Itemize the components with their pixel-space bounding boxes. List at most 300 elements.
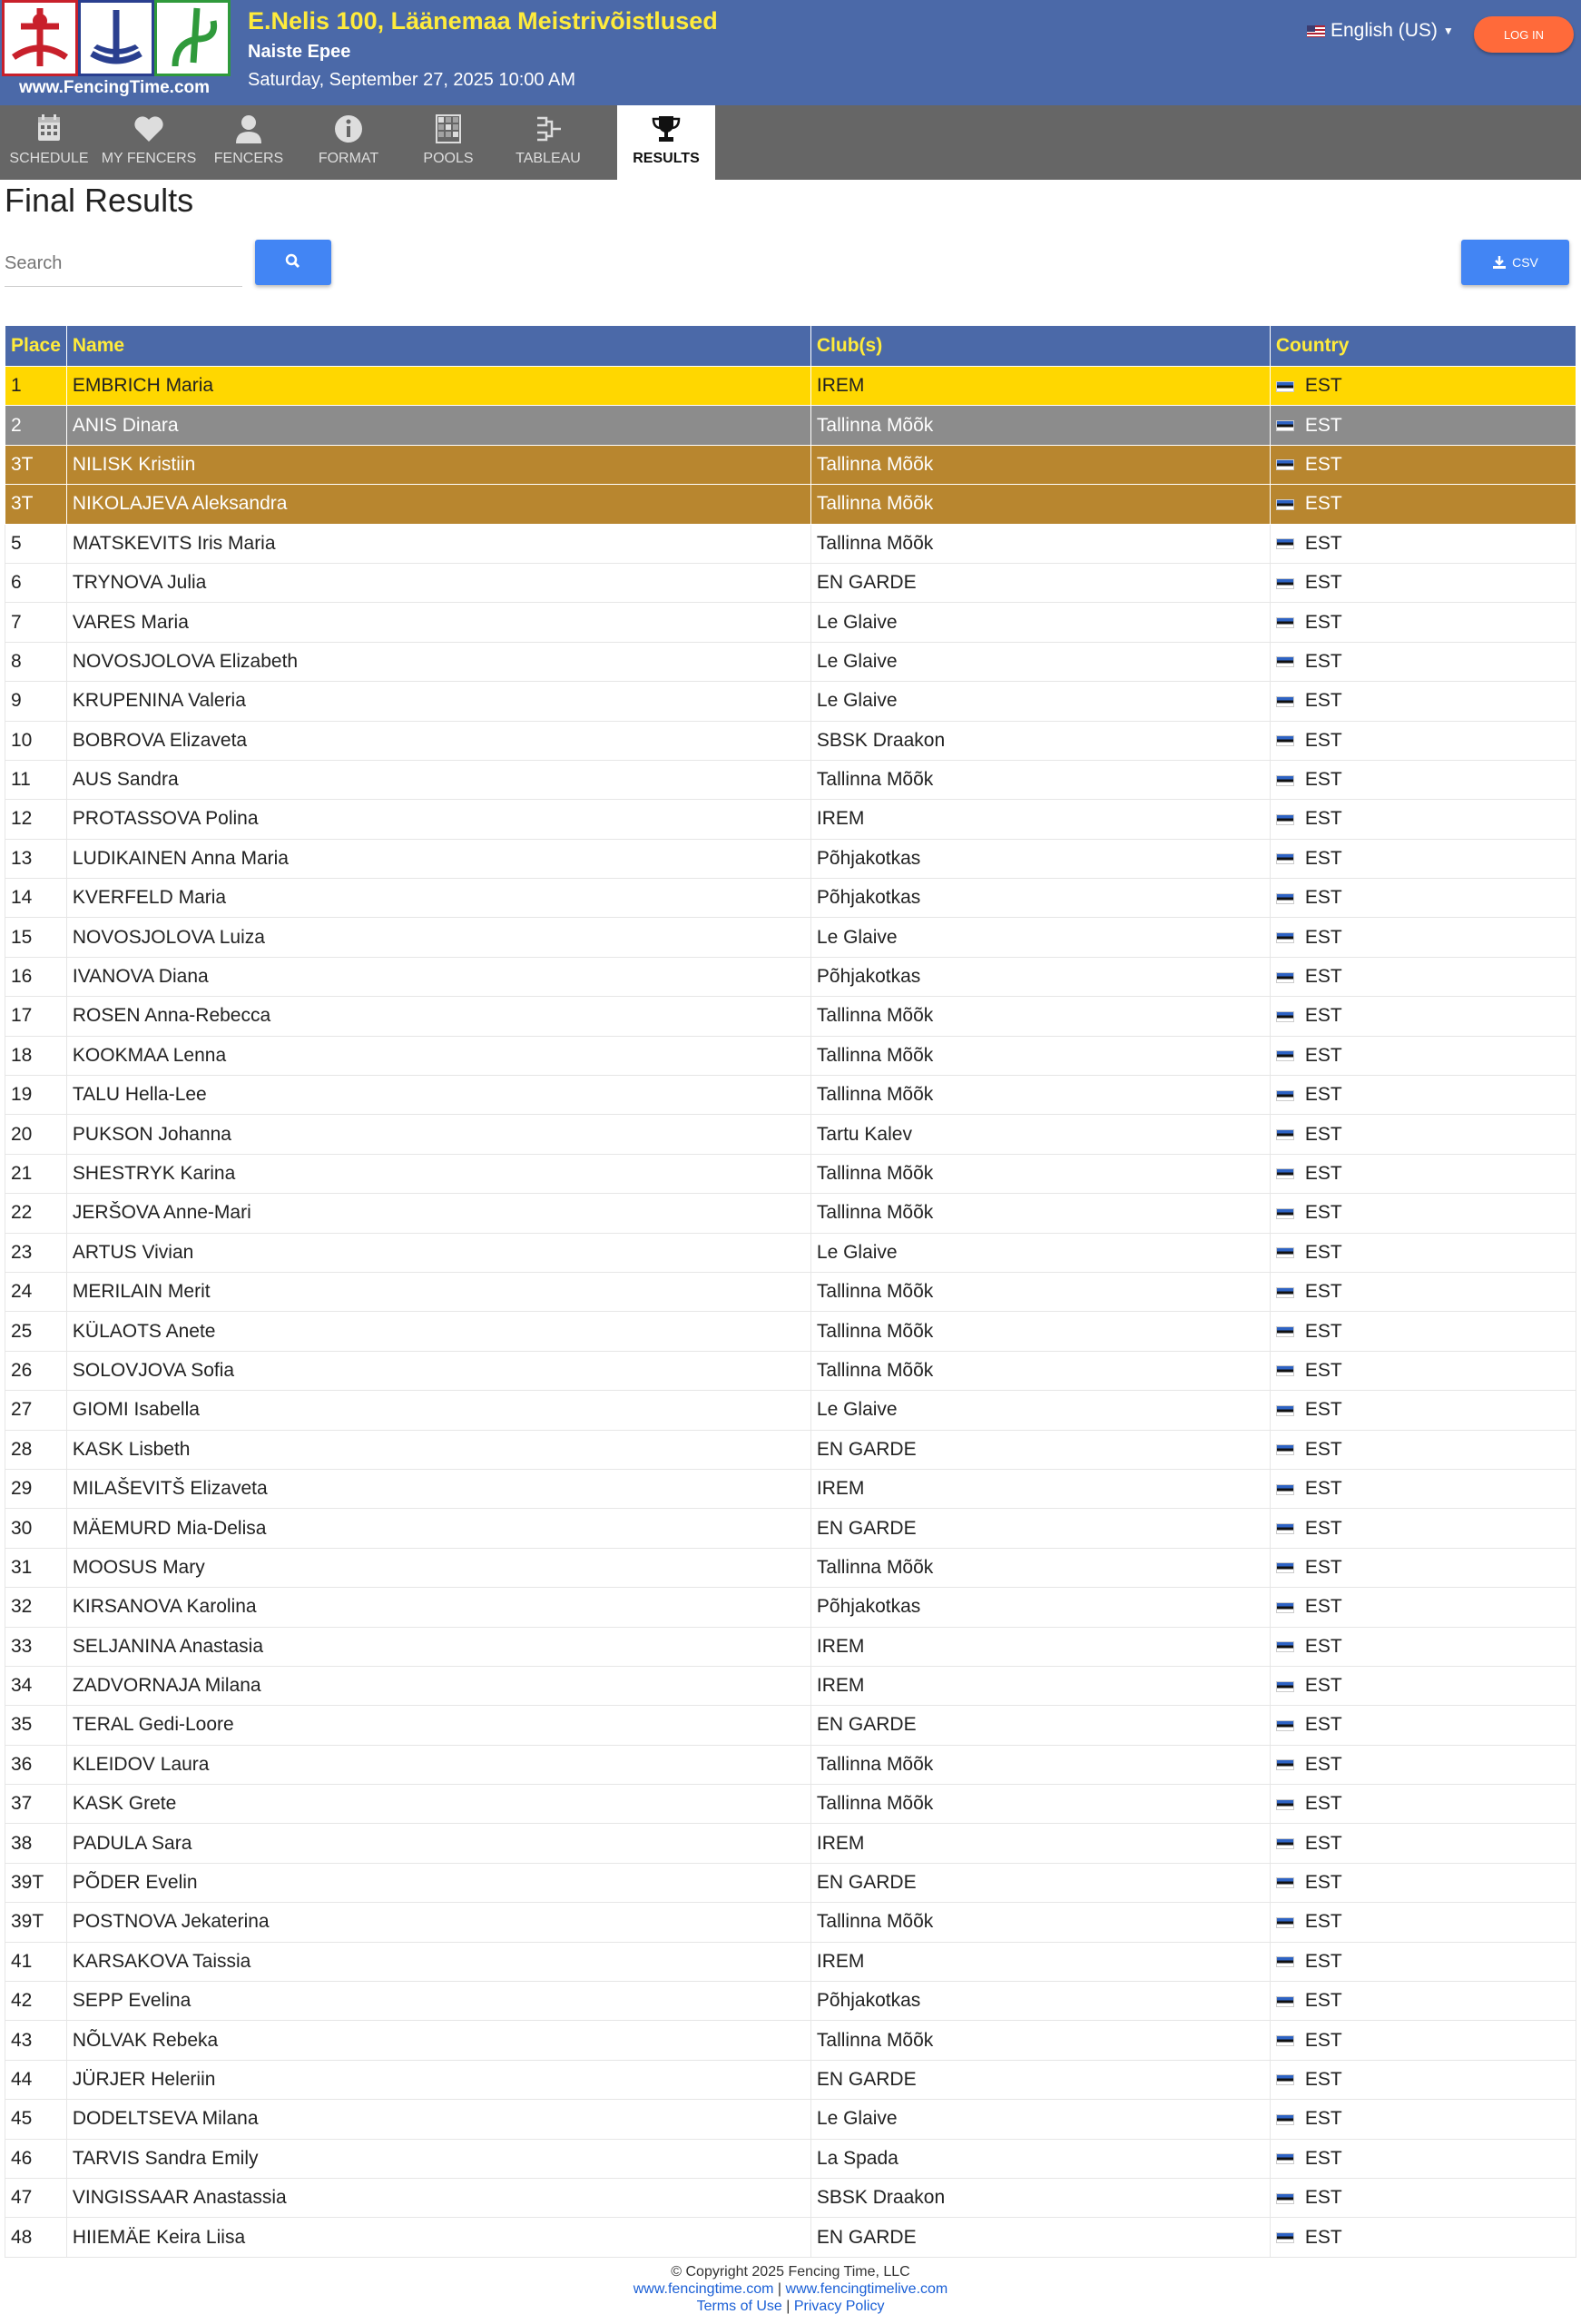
country-cell <box>1270 1076 1576 1115</box>
club-cell: Tallinna Mõõk <box>810 524 1270 563</box>
country-cell <box>1270 1509 1576 1548</box>
country-code: EST <box>1304 1675 1342 1697</box>
club-cell: IREM <box>810 1666 1270 1705</box>
club-cell: EN GARDE <box>810 2060 1270 2099</box>
club-cell: EN GARDE <box>810 2218 1270 2257</box>
country-code: EST <box>1304 1872 1342 1894</box>
club-cell: IREM <box>810 1824 1270 1863</box>
search-field <box>5 241 242 287</box>
estonia-flag-icon <box>1276 1444 1294 1455</box>
name-cell: ROSEN Anna-Rebecca <box>66 997 810 1036</box>
language-selector[interactable] <box>1307 20 1454 42</box>
table-row[interactable] <box>5 1588 1576 1627</box>
country-cell <box>1270 603 1576 642</box>
sabre-emblem-icon <box>154 0 231 76</box>
table-row[interactable] <box>5 1154 1576 1193</box>
place-cell: 2 <box>5 406 67 445</box>
estonia-flag-icon <box>1276 538 1294 549</box>
club-cell: Le Glaive <box>810 1391 1270 1430</box>
table-row[interactable] <box>5 367 1576 406</box>
estonia-flag-icon <box>1276 1050 1294 1061</box>
estonia-flag-icon <box>1276 578 1294 589</box>
name-cell: KOOKMAA Lenna <box>66 1036 810 1075</box>
name-cell: DODELTSEVA Milana <box>66 2100 810 2139</box>
place-cell: 45 <box>5 2100 67 2139</box>
estonia-flag-icon <box>1276 1877 1294 1888</box>
table-row[interactable] <box>5 997 1576 1036</box>
table-row[interactable] <box>5 957 1576 996</box>
country-code: EST <box>1304 1714 1342 1736</box>
country-cell <box>1270 445 1576 484</box>
name-cell: NIKOLAJEVA Aleksandra <box>66 485 810 524</box>
club-cell: EN GARDE <box>810 1509 1270 1548</box>
name-cell: TARVIS Sandra Emily <box>66 2139 810 2178</box>
estonia-flag-icon <box>1276 932 1294 943</box>
column-header-country[interactable]: Country <box>1270 326 1576 367</box>
table-row[interactable] <box>5 760 1576 799</box>
table-row[interactable] <box>5 1863 1576 1902</box>
place-cell: 30 <box>5 1509 67 1548</box>
club-cell: Tallinna Mõõk <box>810 1785 1270 1824</box>
country-code: EST <box>1304 847 1342 869</box>
country-code: EST <box>1304 2147 1342 2169</box>
club-cell: Põhjakotkas <box>810 957 1270 996</box>
tab-label: TABLEAU <box>516 151 581 166</box>
table-header-row <box>5 326 1576 367</box>
country-code: EST <box>1304 1911 1342 1933</box>
place-cell: 36 <box>5 1745 67 1784</box>
estonia-flag-icon <box>1276 2074 1294 2085</box>
club-cell: Põhjakotkas <box>810 879 1270 918</box>
country-code: EST <box>1304 1753 1342 1775</box>
column-header-name[interactable]: Name <box>66 326 810 367</box>
place-cell: 12 <box>5 800 67 839</box>
place-cell: 24 <box>5 1272 67 1311</box>
country-cell <box>1270 1824 1576 1863</box>
login-button[interactable]: LOG IN <box>1474 16 1574 53</box>
estonia-flag-icon <box>1276 853 1294 864</box>
tab-tableau[interactable] <box>499 105 597 180</box>
copyright-text: © Copyright 2025 Fencing Time, LLC <box>671 2264 910 2280</box>
name-cell: MOOSUS Mary <box>66 1548 810 1587</box>
tab-fencers[interactable] <box>200 105 298 180</box>
club-cell: IREM <box>810 367 1270 406</box>
foil-emblem-icon <box>78 0 154 76</box>
estonia-flag-icon <box>1276 696 1294 707</box>
name-cell: TERAL Gedi-Loore <box>66 1706 810 1745</box>
country-code: EST <box>1304 887 1342 909</box>
country-cell <box>1270 367 1576 406</box>
table-row[interactable] <box>5 1903 1576 1942</box>
table-row[interactable] <box>5 1509 1576 1548</box>
country-cell <box>1270 1351 1576 1390</box>
club-cell: Tallinna Mõõk <box>810 1194 1270 1233</box>
estonia-flag-icon <box>1276 1917 1294 1928</box>
name-cell: ARTUS Vivian <box>66 1233 810 1272</box>
name-cell: MATSKEVITS Iris Maria <box>66 524 810 563</box>
club-cell: Le Glaive <box>810 918 1270 957</box>
estonia-flag-icon <box>1276 1247 1294 1258</box>
table-row[interactable] <box>5 406 1576 445</box>
estonia-flag-icon <box>1276 1562 1294 1573</box>
country-code: EST <box>1304 926 1342 948</box>
table-row[interactable] <box>5 918 1576 957</box>
country-code: EST <box>1304 1123 1342 1145</box>
place-cell: 28 <box>5 1430 67 1469</box>
table-row[interactable] <box>5 1824 1576 1863</box>
country-code: EST <box>1304 1517 1342 1539</box>
table-row[interactable] <box>5 1982 1576 2021</box>
table-row[interactable] <box>5 2100 1576 2139</box>
tab-schedule[interactable] <box>0 105 98 180</box>
country-code: EST <box>1304 1241 1342 1263</box>
name-cell: SHESTRYK Karina <box>66 1154 810 1193</box>
link-separator: | <box>773 2281 786 2297</box>
country-code: EST <box>1304 2068 1342 2090</box>
place-cell: 37 <box>5 1785 67 1824</box>
table-row[interactable] <box>5 2218 1576 2257</box>
place-cell: 15 <box>5 918 67 957</box>
country-code: EST <box>1304 690 1342 712</box>
country-cell <box>1270 1391 1576 1430</box>
place-cell: 46 <box>5 2139 67 2178</box>
table-row[interactable] <box>5 721 1576 760</box>
place-cell: 14 <box>5 879 67 918</box>
tab-pools[interactable] <box>399 105 497 180</box>
tab-label: FENCERS <box>213 151 284 166</box>
place-cell: 7 <box>5 603 67 642</box>
estonia-flag-icon <box>1276 2153 1294 2164</box>
tab-label: MY FENCERS <box>101 151 197 166</box>
name-cell: AUS Sandra <box>66 760 810 799</box>
estonia-flag-icon <box>1276 1129 1294 1140</box>
event-nav-bar <box>0 105 1581 180</box>
place-cell: 16 <box>5 957 67 996</box>
country-cell <box>1270 1272 1576 1311</box>
table-row[interactable] <box>5 603 1576 642</box>
place-cell: 44 <box>5 2060 67 2099</box>
club-cell: IREM <box>810 1627 1270 1666</box>
table-row[interactable] <box>5 1469 1576 1508</box>
country-cell <box>1270 1548 1576 1587</box>
country-code: EST <box>1304 1832 1342 1854</box>
table-row[interactable] <box>5 2060 1576 2099</box>
place-cell: 41 <box>5 1942 67 1981</box>
country-code: EST <box>1304 1635 1342 1657</box>
name-cell: NÕLVAK Rebeka <box>66 2021 810 2060</box>
country-cell <box>1270 2021 1576 2060</box>
country-code: EST <box>1304 375 1342 397</box>
estonia-flag-icon <box>1276 1405 1294 1416</box>
estonia-flag-icon <box>1276 617 1294 628</box>
country-code: EST <box>1304 453 1342 475</box>
bracket-icon <box>530 113 566 145</box>
country-code: EST <box>1304 493 1342 515</box>
country-code: EST <box>1304 1556 1342 1578</box>
estonia-flag-icon <box>1276 1287 1294 1298</box>
country-cell <box>1270 760 1576 799</box>
country-code: EST <box>1304 1084 1342 1106</box>
place-cell: 27 <box>5 1391 67 1430</box>
table-row[interactable] <box>5 1785 1576 1824</box>
table-row[interactable] <box>5 1745 1576 1784</box>
place-cell: 5 <box>5 524 67 563</box>
table-row[interactable] <box>5 524 1576 563</box>
table-row[interactable] <box>5 642 1576 681</box>
name-cell: NILISK Kristiin <box>66 445 810 484</box>
tab-label: POOLS <box>423 151 474 166</box>
name-cell: TALU Hella-Lee <box>66 1076 810 1115</box>
place-cell: 42 <box>5 1982 67 2021</box>
tab-my-fencers[interactable] <box>100 105 198 180</box>
place-cell: 18 <box>5 1036 67 1075</box>
country-code: EST <box>1304 414 1342 436</box>
country-cell <box>1270 2100 1576 2139</box>
country-code: EST <box>1304 2187 1342 2209</box>
table-row[interactable] <box>5 1391 1576 1430</box>
estonia-flag-icon <box>1276 735 1294 746</box>
country-code: EST <box>1304 1950 1342 1972</box>
country-cell <box>1270 1982 1576 2021</box>
table-row[interactable] <box>5 1115 1576 1154</box>
country-cell <box>1270 682 1576 721</box>
estonia-flag-icon <box>1276 381 1294 392</box>
club-cell: Tallinna Mõõk <box>810 1154 1270 1193</box>
column-header-place[interactable]: Place <box>5 326 67 367</box>
search-button[interactable] <box>255 240 331 285</box>
country-cell <box>1270 1903 1576 1942</box>
estonia-flag-icon <box>1276 1365 1294 1376</box>
place-cell: 3T <box>5 445 67 484</box>
estonia-flag-icon <box>1276 1759 1294 1770</box>
country-cell <box>1270 800 1576 839</box>
tab-label: FORMAT <box>318 151 379 166</box>
place-cell: 47 <box>5 2178 67 2217</box>
estonia-flag-icon <box>1276 1641 1294 1652</box>
estonia-flag-icon <box>1276 1011 1294 1022</box>
name-cell: NOVOSJOLOVA Luiza <box>66 918 810 957</box>
table-row[interactable] <box>5 445 1576 484</box>
table-row[interactable] <box>5 800 1576 839</box>
results-body <box>5 367 1576 2258</box>
table-row[interactable] <box>5 485 1576 524</box>
country-code: EST <box>1304 2226 1342 2248</box>
table-row[interactable] <box>5 879 1576 918</box>
estonia-flag-icon <box>1276 2114 1294 2125</box>
calendar-icon <box>31 113 67 145</box>
club-cell: Le Glaive <box>810 603 1270 642</box>
club-cell: EN GARDE <box>810 1430 1270 1469</box>
trophy-icon <box>648 113 684 145</box>
estonia-flag-icon <box>1276 814 1294 825</box>
country-code: EST <box>1304 1399 1342 1421</box>
event-subtitle: Naiste Epee <box>248 42 351 62</box>
country-code: EST <box>1304 1044 1342 1066</box>
privacy-link[interactable]: Privacy Policy <box>793 2299 885 2314</box>
estonia-flag-icon <box>1276 1681 1294 1692</box>
table-row[interactable] <box>5 1076 1576 1115</box>
country-cell <box>1270 1785 1576 1824</box>
name-cell: KASK Grete <box>66 1785 810 1824</box>
table-row[interactable] <box>5 2178 1576 2217</box>
estonia-flag-icon <box>1276 420 1294 431</box>
country-cell <box>1270 918 1576 957</box>
place-cell: 9 <box>5 682 67 721</box>
estonia-flag-icon <box>1276 499 1294 510</box>
country-code: EST <box>1304 611 1342 633</box>
country-cell <box>1270 2178 1576 2217</box>
country-cell <box>1270 2060 1576 2099</box>
fencingtime-link[interactable]: www.fencingtime.com <box>633 2281 774 2297</box>
club-cell: Tallinna Mõõk <box>810 1745 1270 1784</box>
country-cell <box>1270 1194 1576 1233</box>
estonia-flag-icon <box>1276 656 1294 667</box>
place-cell: 39T <box>5 1903 67 1942</box>
tab-label: RESULTS <box>633 151 700 166</box>
name-cell: KIRSANOVA Karolina <box>66 1588 810 1627</box>
name-cell: VARES Maria <box>66 603 810 642</box>
club-cell: Tallinna Mõõk <box>810 1351 1270 1390</box>
tab-results[interactable] <box>617 105 715 180</box>
country-cell <box>1270 1863 1576 1902</box>
country-cell <box>1270 2218 1576 2257</box>
place-cell: 8 <box>5 642 67 681</box>
table-row[interactable] <box>5 1942 1576 1981</box>
table-row[interactable] <box>5 1272 1576 1311</box>
name-cell: SOLOVJOVA Sofia <box>66 1351 810 1390</box>
estonia-flag-icon <box>1276 1326 1294 1337</box>
place-cell: 31 <box>5 1548 67 1587</box>
column-header-clubs[interactable]: Club(s) <box>810 326 1270 367</box>
country-code: EST <box>1304 572 1342 594</box>
fencingtimelive-link[interactable]: www.fencingtimelive.com <box>785 2281 948 2297</box>
csv-download-button[interactable] <box>1461 240 1569 285</box>
terms-link[interactable]: Terms of Use <box>696 2299 782 2314</box>
country-code: EST <box>1304 1478 1342 1500</box>
search-input[interactable] <box>5 241 242 285</box>
club-cell: Tallinna Mõõk <box>810 1076 1270 1115</box>
results-table <box>5 325 1576 2258</box>
club-cell: SBSK Draakon <box>810 2178 1270 2217</box>
club-cell: Le Glaive <box>810 682 1270 721</box>
name-cell: KARSAKOVA Taissia <box>66 1942 810 1981</box>
club-cell: La Spada <box>810 2139 1270 2178</box>
epee-emblem-icon <box>2 0 78 76</box>
place-cell: 43 <box>5 2021 67 2060</box>
table-row[interactable] <box>5 1430 1576 1469</box>
country-code: EST <box>1304 808 1342 830</box>
name-cell: KÜLAOTS Anete <box>66 1312 810 1351</box>
name-cell: TRYNOVA Julia <box>66 563 810 602</box>
estonia-flag-icon <box>1276 1996 1294 2007</box>
name-cell: HIIEMÄE Keira Liisa <box>66 2218 810 2257</box>
fencingtime-logo[interactable] <box>0 0 229 103</box>
estonia-flag-icon <box>1276 2035 1294 2046</box>
country-code: EST <box>1304 1596 1342 1618</box>
name-cell: JÜRJER Heleriin <box>66 2060 810 2099</box>
country-cell <box>1270 839 1576 878</box>
club-cell: Põhjakotkas <box>810 1982 1270 2021</box>
country-cell <box>1270 1706 1576 1745</box>
tab-format[interactable] <box>300 105 398 180</box>
name-cell: GIOMI Isabella <box>66 1391 810 1430</box>
table-row[interactable] <box>5 1548 1576 1587</box>
table-row[interactable] <box>5 1627 1576 1666</box>
country-code: EST <box>1304 1793 1342 1815</box>
link-separator: | <box>781 2299 794 2314</box>
person-icon <box>231 113 267 145</box>
country-cell <box>1270 1588 1576 1627</box>
name-cell: MÄEMURD Mia-Delisa <box>66 1509 810 1548</box>
country-cell <box>1270 1469 1576 1508</box>
estonia-flag-icon <box>1276 1208 1294 1219</box>
table-row[interactable] <box>5 1194 1576 1233</box>
country-code: EST <box>1304 1438 1342 1460</box>
club-cell: IREM <box>810 1469 1270 1508</box>
place-cell: 11 <box>5 760 67 799</box>
table-row[interactable] <box>5 2021 1576 2060</box>
club-cell: Le Glaive <box>810 2100 1270 2139</box>
table-row[interactable] <box>5 563 1576 602</box>
heart-icon <box>131 113 167 145</box>
place-cell: 19 <box>5 1076 67 1115</box>
country-cell <box>1270 642 1576 681</box>
club-cell: Põhjakotkas <box>810 839 1270 878</box>
estonia-flag-icon <box>1276 893 1294 904</box>
event-title: E.Nelis 100, Läänemaa Meistrivõistlused <box>248 7 718 34</box>
table-row[interactable] <box>5 1036 1576 1075</box>
club-cell: EN GARDE <box>810 1706 1270 1745</box>
club-cell: Põhjakotkas <box>810 1588 1270 1627</box>
club-cell: Tallinna Mõõk <box>810 1548 1270 1587</box>
place-cell: 38 <box>5 1824 67 1863</box>
name-cell: PUKSON Johanna <box>66 1115 810 1154</box>
club-cell: SBSK Draakon <box>810 721 1270 760</box>
country-code: EST <box>1304 1990 1342 2012</box>
country-cell <box>1270 1036 1576 1075</box>
place-cell: 32 <box>5 1588 67 1627</box>
estonia-flag-icon <box>1276 1484 1294 1495</box>
estonia-flag-icon <box>1276 1602 1294 1613</box>
table-row[interactable] <box>5 839 1576 878</box>
estonia-flag-icon <box>1276 1090 1294 1101</box>
name-cell: IVANOVA Diana <box>66 957 810 996</box>
country-cell <box>1270 1233 1576 1272</box>
table-row[interactable] <box>5 1666 1576 1705</box>
place-cell: 23 <box>5 1233 67 1272</box>
country-cell <box>1270 2139 1576 2178</box>
club-cell: Tallinna Mõõk <box>810 1272 1270 1311</box>
table-row[interactable] <box>5 1351 1576 1390</box>
name-cell: BOBROVA Elizaveta <box>66 721 810 760</box>
table-row[interactable] <box>5 1312 1576 1351</box>
name-cell: ZADVORNAJA Milana <box>66 1666 810 1705</box>
name-cell: JERŠOVA Anne-Mari <box>66 1194 810 1233</box>
name-cell: KASK Lisbeth <box>66 1430 810 1469</box>
table-row[interactable] <box>5 1706 1576 1745</box>
club-cell: EN GARDE <box>810 563 1270 602</box>
name-cell: ANIS Dinara <box>66 406 810 445</box>
table-row[interactable] <box>5 682 1576 721</box>
app-header <box>0 0 1581 105</box>
club-cell: IREM <box>810 1942 1270 1981</box>
country-cell <box>1270 1666 1576 1705</box>
name-cell: KVERFELD Maria <box>66 879 810 918</box>
page-title: Final Results <box>5 182 194 219</box>
table-row[interactable] <box>5 2139 1576 2178</box>
table-row[interactable] <box>5 1233 1576 1272</box>
country-cell <box>1270 879 1576 918</box>
